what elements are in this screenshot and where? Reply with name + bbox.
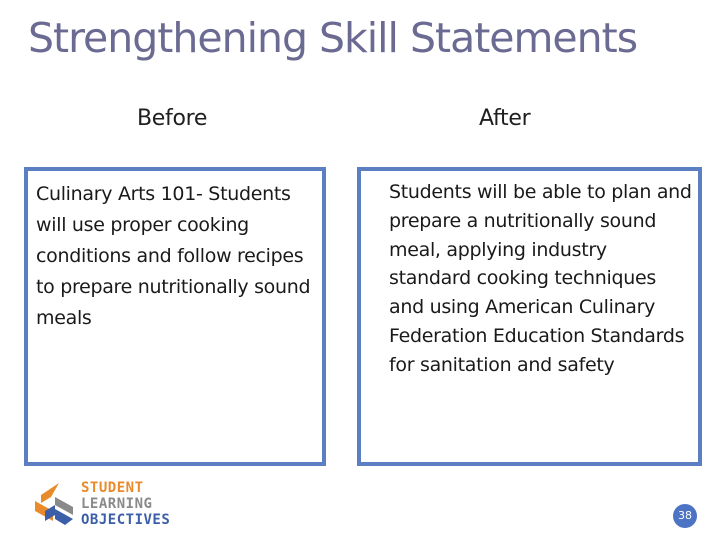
logo-line-student: STUDENT: [81, 480, 144, 496]
logo-line-objectives: OBJECTIVES: [81, 512, 171, 528]
before-text: Culinary Arts 101- Students will use proper cooking conditions and follow recipes to prepare nutritionally sound meals: [36, 183, 311, 329]
logo-line-learning: LEARNING: [81, 496, 153, 512]
after-text: Students will be able to plan and prepare a nutritionally sound meal, applying industry standard cooking techniques and using American Culinary Federation Education Standards for sanitation and safety: [389, 181, 692, 376]
after-text-box: [357, 167, 702, 466]
slo-logo-icon: [33, 481, 75, 527]
logo-wordmark: [81, 480, 170, 528]
before-text-box: [24, 167, 326, 466]
before-heading: Before: [137, 106, 208, 131]
student-learning-objectives-logo: [33, 478, 193, 530]
slide-title: Strengthening Skill Statements: [28, 14, 638, 62]
after-heading: After: [479, 106, 531, 131]
page-number-badge: 38: [673, 504, 697, 528]
